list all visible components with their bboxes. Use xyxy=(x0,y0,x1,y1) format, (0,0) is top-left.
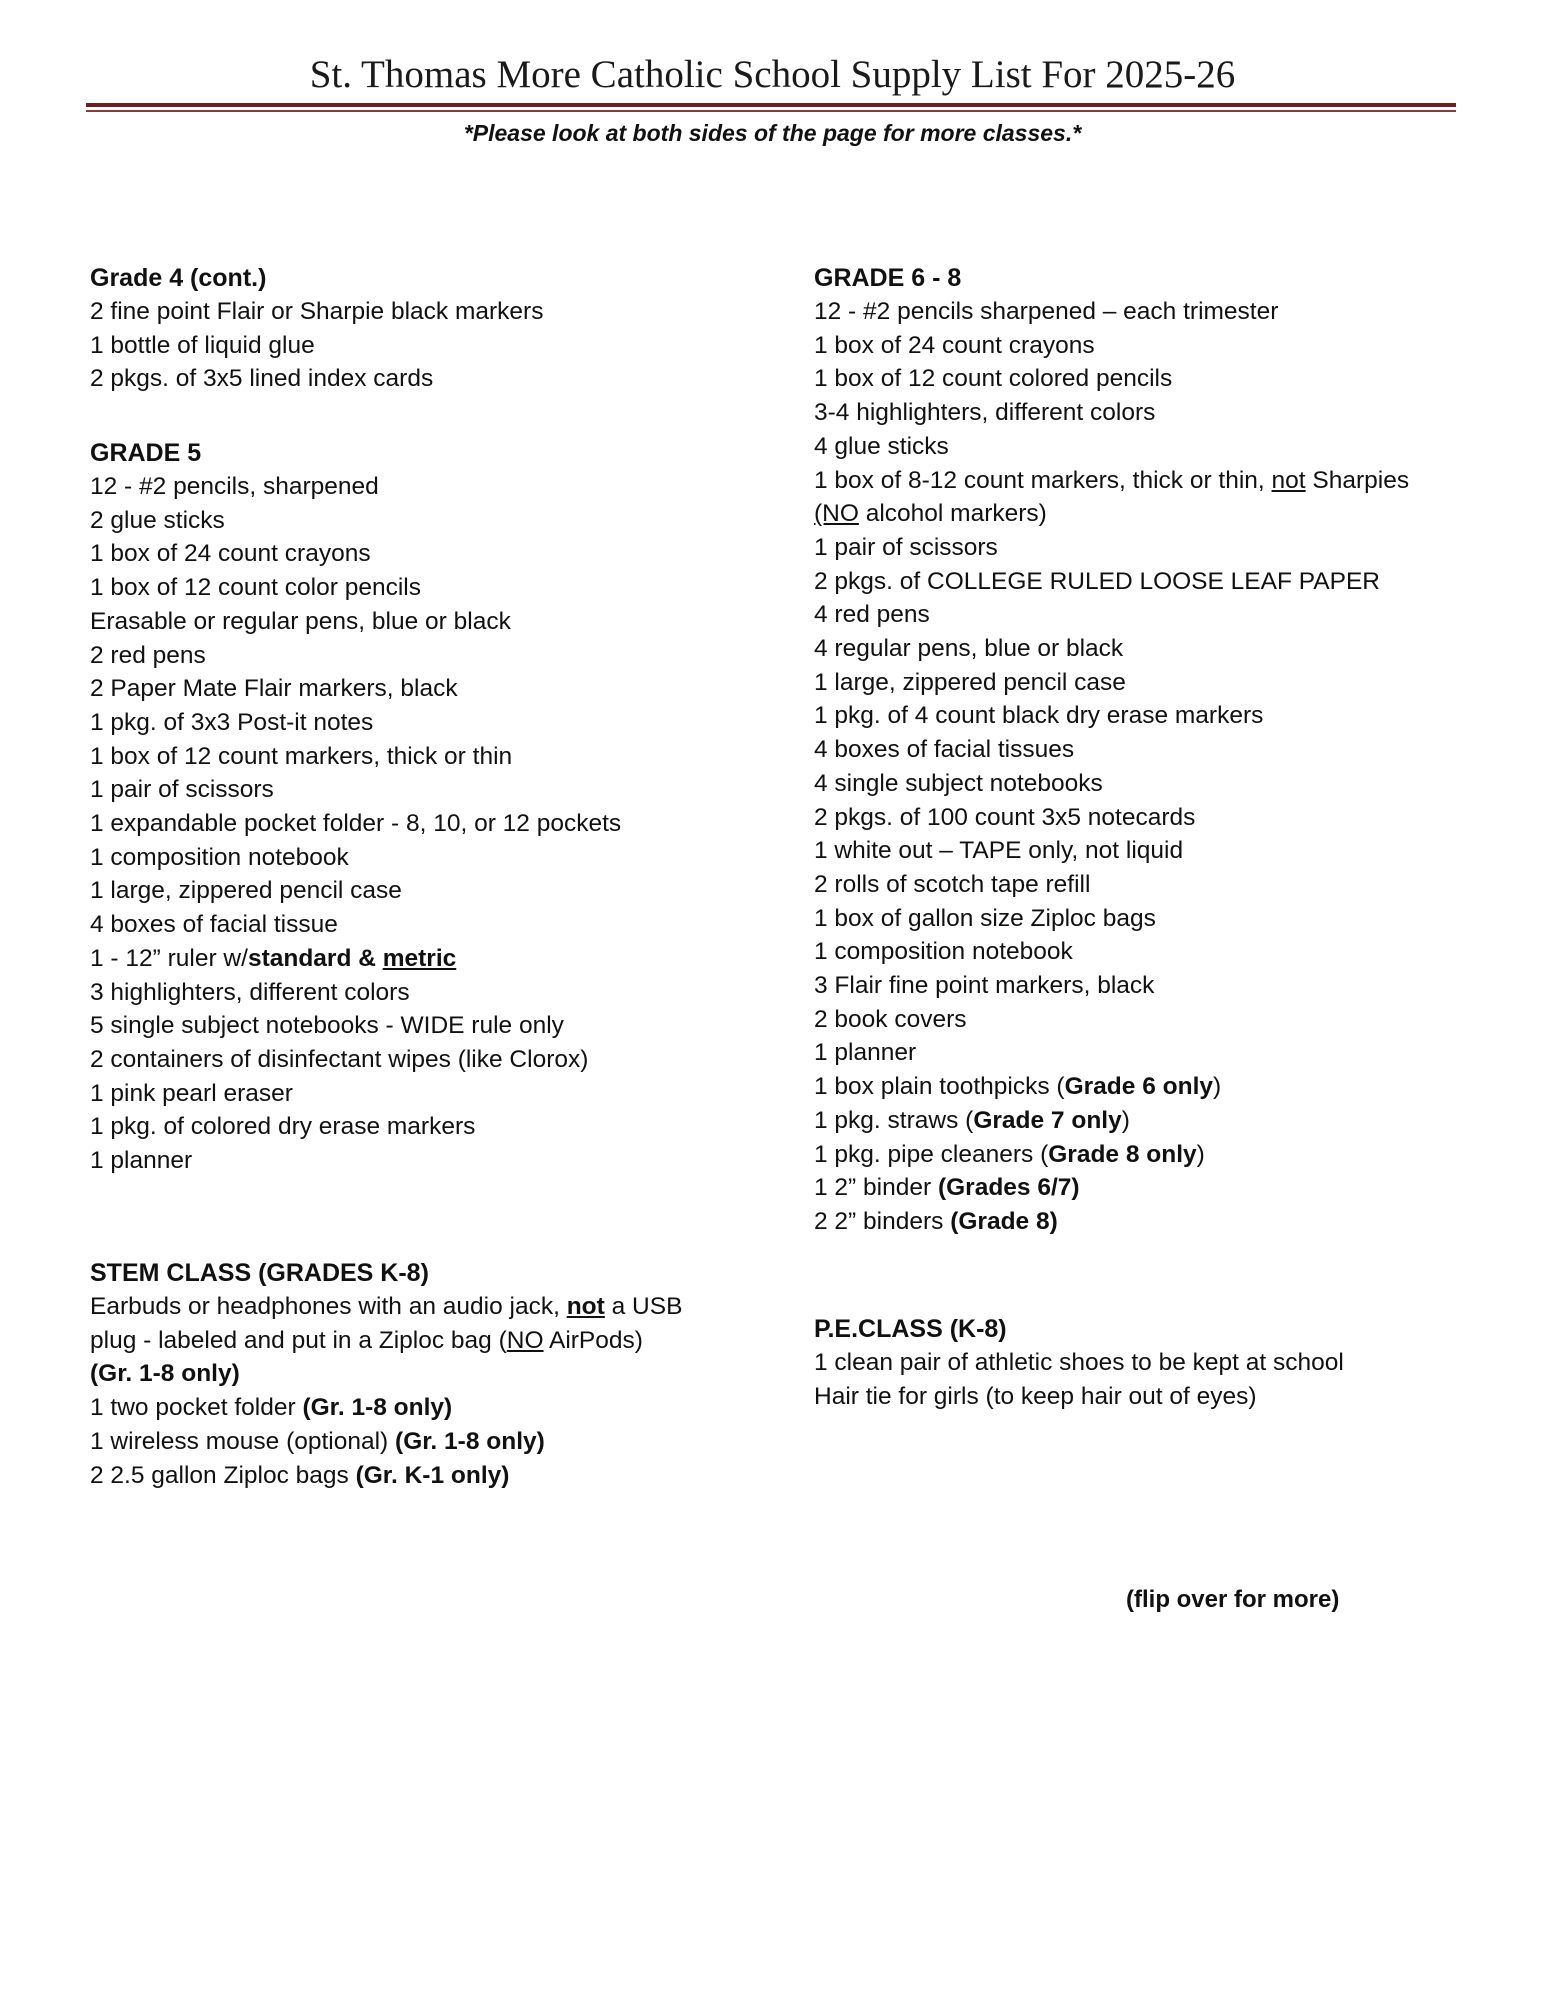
item-text-underline: not xyxy=(1271,466,1306,494)
list-item: 4 single subject notebooks xyxy=(814,769,1103,797)
list-item: 2 book covers xyxy=(814,1005,967,1033)
list-item: 1 pair of scissors xyxy=(814,533,998,561)
list-item: 2 glue sticks xyxy=(90,506,225,534)
list-item xyxy=(90,1357,682,1391)
item-text-bold: (Gr. K-1 only) xyxy=(355,1461,510,1489)
list-item: 5 single subject notebooks - WIDE rule only xyxy=(90,1012,564,1040)
list-item: 3 Flair fine point markers, black xyxy=(814,972,1155,1000)
list-item: 1 white out – TAPE only, not liquid xyxy=(814,837,1184,865)
list-item: 1 box of 12 count colored pencils xyxy=(814,365,1173,393)
list-item xyxy=(90,1290,682,1324)
item-text: 1 box plain toothpicks ( xyxy=(814,1073,1065,1101)
list-item xyxy=(90,1324,682,1358)
list-item: Erasable or regular pens, blue or black xyxy=(90,607,511,635)
list-item: 1 large, zippered pencil case xyxy=(814,668,1126,696)
item-text: AirPods) xyxy=(543,1326,643,1354)
list-item: 2 rolls of scotch tape refill xyxy=(814,870,1091,898)
list-item: 1 box of 12 count color pencils xyxy=(90,574,421,602)
list-item: 4 boxes of facial tissue xyxy=(90,911,338,939)
item-text: 2 2.5 gallon Ziploc bags xyxy=(90,1461,356,1489)
list-item: 3 highlighters, different colors xyxy=(90,978,410,1006)
list-item xyxy=(90,1391,682,1425)
list-item: 2 pkgs. of 100 count 3x5 notecards xyxy=(814,803,1196,831)
item-text-underline: (NO xyxy=(814,500,859,528)
item-text: 1 pkg. straws ( xyxy=(814,1106,974,1134)
section-heading: GRADE 6 - 8 xyxy=(814,264,962,292)
list-item: 1 pkg. of colored dry erase markers xyxy=(90,1113,476,1141)
section-heading: P.E.CLASS (K-8) xyxy=(814,1315,1007,1343)
list-item xyxy=(814,464,1409,498)
title-rule-thick xyxy=(86,103,1456,107)
list-item: 3-4 highlighters, different colors xyxy=(814,399,1156,427)
list-item xyxy=(90,1425,682,1459)
list-item: 1 composition notebook xyxy=(90,843,349,871)
item-text: ) xyxy=(1213,1073,1222,1101)
list-item: 1 box of 24 count crayons xyxy=(90,540,371,568)
section-grade-4 xyxy=(90,261,543,396)
item-text: 2 2” binders xyxy=(814,1207,951,1235)
page-title: St. Thomas More Catholic School Supply List For 2025-26 xyxy=(309,53,1236,96)
list-item xyxy=(814,1138,1409,1172)
item-text-bold: Grade 8 only xyxy=(1048,1140,1197,1168)
item-text-bold: standard & xyxy=(247,944,383,972)
item-text: ) xyxy=(1121,1106,1130,1134)
list-item: 12 - #2 pencils sharpened – each trimester xyxy=(814,298,1279,325)
flip-over-note: (flip over for more) xyxy=(1126,1586,1340,1613)
list-item: 1 bottle of liquid glue xyxy=(90,331,315,359)
list-item: 2 pkgs. of COLLEGE RULED LOOSE LEAF PAPER xyxy=(814,567,1380,595)
item-text-bold: (Gr. 1-8 only) xyxy=(90,1360,240,1388)
list-item: 1 planner xyxy=(814,1039,917,1067)
list-item: Hair tie for girls (to keep hair out of eyes) xyxy=(814,1382,1257,1410)
list-item: 12 - #2 pencils, sharpened xyxy=(90,473,379,500)
item-text-bold: Grade 6 only xyxy=(1064,1073,1214,1101)
section-stem-class xyxy=(90,1256,682,1492)
list-item xyxy=(90,1459,682,1493)
item-text: plug - labeled and put in a Ziploc bag ( xyxy=(90,1326,507,1354)
item-text: 1 - 12” ruler w/ xyxy=(90,944,248,972)
item-text-bold: (Grade 8) xyxy=(950,1207,1058,1235)
item-text: 1 wireless mouse (optional) xyxy=(90,1427,396,1455)
section-pe-class xyxy=(814,1312,1344,1413)
section-heading: STEM CLASS (GRADES K-8) xyxy=(90,1259,429,1287)
list-item: 1 large, zippered pencil case xyxy=(90,877,402,905)
list-item: 2 Paper Mate Flair markers, black xyxy=(90,675,458,703)
list-item: 2 containers of disinfectant wipes (like Clorox) xyxy=(90,1045,589,1073)
list-item: 1 clean pair of athletic shoes to be kept at school xyxy=(814,1349,1344,1376)
item-text: ) xyxy=(1196,1140,1205,1168)
list-item xyxy=(814,1104,1409,1138)
item-text: 1 box of 8-12 count markers, thick or thin, xyxy=(814,466,1272,494)
section-grade-6-8 xyxy=(814,261,1409,1239)
section-heading: GRADE 5 xyxy=(90,439,202,467)
list-item: 1 pkg. of 3x3 Post-it notes xyxy=(90,708,374,736)
item-text-bold: (Grades 6/7) xyxy=(937,1174,1080,1202)
list-item xyxy=(814,1205,1409,1239)
list-item: 4 boxes of facial tissues xyxy=(814,736,1075,764)
page-note: *Please look at both sides of the page for more classes.* xyxy=(463,120,1082,146)
item-text-underline: NO xyxy=(506,1326,544,1354)
list-item xyxy=(814,497,1409,531)
list-item: 4 glue sticks xyxy=(814,432,949,460)
item-text: alcohol markers) xyxy=(858,500,1047,528)
item-text: a USB xyxy=(604,1293,683,1320)
list-item xyxy=(814,1070,1409,1104)
item-text: 1 two pocket folder xyxy=(90,1394,303,1422)
list-item xyxy=(90,942,621,976)
list-item: 1 box of 12 count markers, thick or thin xyxy=(90,742,513,770)
item-text: 1 2” binder xyxy=(814,1174,938,1202)
list-item: 1 planner xyxy=(90,1147,193,1175)
item-text-bold: (Gr. 1-8 only) xyxy=(302,1394,453,1422)
list-item: 1 pair of scissors xyxy=(90,776,274,804)
list-item: 2 fine point Flair or Sharpie black markers xyxy=(90,298,544,325)
item-text: Sharpies xyxy=(1305,466,1410,494)
item-text-bold-underline: metric xyxy=(382,944,457,972)
list-item: 2 pkgs. of 3x5 lined index cards xyxy=(90,365,434,393)
item-text: Earbuds or headphones with an audio jack, xyxy=(90,1293,567,1320)
item-text: 1 pkg. pipe cleaners ( xyxy=(814,1140,1049,1168)
list-item: 1 box of gallon size Ziploc bags xyxy=(814,904,1156,932)
list-item: 1 expandable pocket folder - 8, 10, or 12 pockets xyxy=(90,810,622,838)
section-grade-5 xyxy=(90,436,621,1178)
list-item: 4 red pens xyxy=(814,601,930,629)
title-rule-thin xyxy=(86,110,1456,112)
list-item: 1 pkg. of 4 count black dry erase markers xyxy=(814,702,1264,730)
list-item: 2 red pens xyxy=(90,641,206,669)
list-item: 1 composition notebook xyxy=(814,938,1073,966)
item-text-bold: (Gr. 1-8 only) xyxy=(395,1427,545,1455)
item-text-bold: Grade 7 only xyxy=(973,1106,1122,1134)
list-item: 1 pink pearl eraser xyxy=(90,1079,293,1107)
list-item: 1 box of 24 count crayons xyxy=(814,331,1095,359)
list-item: 4 regular pens, blue or black xyxy=(814,635,1124,663)
item-text-bold-underline: not xyxy=(566,1293,605,1320)
section-heading: Grade 4 (cont.) xyxy=(90,264,267,292)
list-item xyxy=(814,1171,1409,1205)
